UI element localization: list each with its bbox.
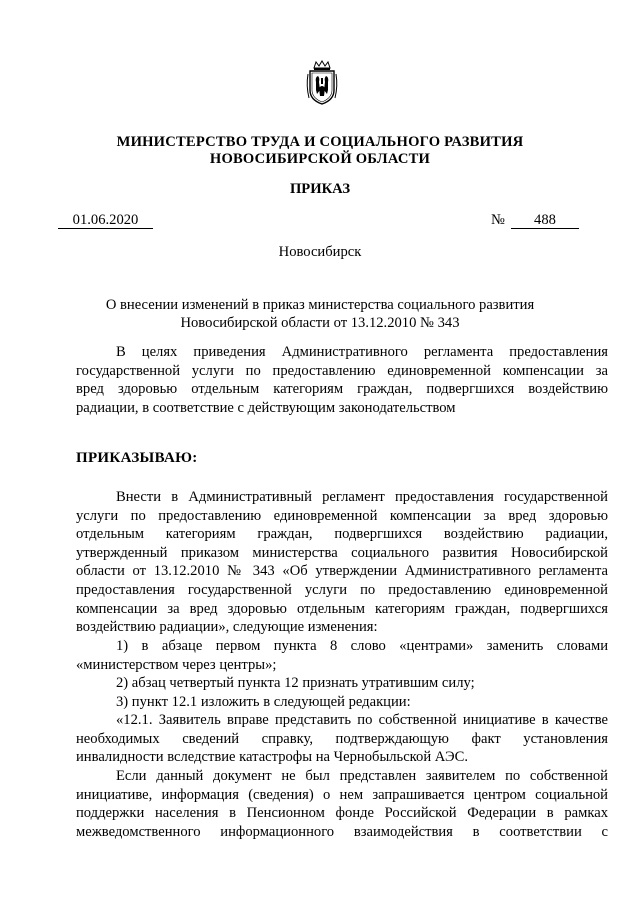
text-line: В целях приведения Административного регламента предоставления <box>116 344 608 360</box>
text-line: вред здоровью отдельным категориям граждан, подвергшихся воздействию <box>76 381 608 398</box>
text-line: Внести в Административный регламент предоставления государственной <box>116 489 608 505</box>
amendment-item-1 <box>76 637 608 674</box>
text-line: воздействию радиации», следующие изменения: <box>76 619 378 636</box>
amendment-item-3 <box>76 693 608 712</box>
subject-line: Новосибирской области от 13.12.2010 № 343 <box>180 315 460 331</box>
text-line: поддержки населения в Пенсионном фонде Российской Федерации в рамках <box>76 805 608 822</box>
order-subject <box>90 296 550 332</box>
city-name: Новосибирск <box>278 244 362 260</box>
order-number-label: № <box>491 212 505 228</box>
order-date: 01.06.2020 <box>58 211 153 229</box>
amendment-item-2 <box>76 674 608 693</box>
text-line: «министерством через центры»; <box>76 656 277 673</box>
preamble-paragraph <box>76 343 608 417</box>
text-line: компенсации за вред здоровью отдельным категориям граждан, подвергшихся <box>76 600 608 617</box>
text-line: услуги по предоставлению единовременной компенсации за вред здоровью <box>76 507 608 524</box>
text-line: государственной услуги по предоставлению единовременной компенсации за <box>76 362 608 379</box>
text-line: предоставления государственной услуги по предоставлению единовременной <box>76 581 608 598</box>
document-type-title: ПРИКАЗ <box>289 181 351 197</box>
text-line: области от 13.12.2010 № 343 «Об утверждении Административного регламента <box>76 563 608 580</box>
text-line: инициативе, информация (сведения) о нем запрашивается центром социальной <box>76 786 608 803</box>
text-line: межведомственного информационного взаимодействия в соответствии с <box>76 823 608 840</box>
text-line: утвержденный приказом министерства социального развития Новосибирской <box>76 544 608 561</box>
subject-line: О внесении изменений в приказ министерства социального развития <box>105 297 535 313</box>
ministry-name-line2: НОВОСИБИРСКОЙ ОБЛАСТИ <box>209 151 431 167</box>
text-line: отдельным категориям граждан, подвергшихся воздействию радиации, <box>76 526 608 543</box>
text-line: «12.1. Заявитель вправе представить по собственной инициативе в качестве <box>116 712 608 728</box>
text-line: 1) в абзаце первом пункта 8 слово «центрами» заменить словами <box>116 638 608 654</box>
order-directive: ПРИКАЗЫВАЮ: <box>76 450 198 466</box>
text-line: радиации, в соответствие с действующим законодательством <box>76 399 456 416</box>
text-line: 3) пункт 12.1 изложить в следующей редакции: <box>116 694 411 710</box>
quoted-clause <box>76 711 608 767</box>
text-line: 2) абзац четвертый пункта 12 признать утратившим силу; <box>116 675 475 691</box>
text-line: необходимых сведений справку, подтверждающую факт установления <box>76 730 608 747</box>
order-number: 488 <box>511 211 579 229</box>
text-line: инвалидности вследствие катастрофы на Чернобыльской АЭС. <box>76 749 468 766</box>
text-line: Если данный документ не был представлен заявителем по собственной <box>116 768 608 784</box>
body-paragraph <box>76 767 608 841</box>
ministry-name-line1: МИНИСТЕРСТВО ТРУДА И СОЦИАЛЬНОГО РАЗВИТИЯ <box>116 134 524 150</box>
body-paragraph <box>76 488 608 637</box>
coat-of-arms-icon <box>303 60 341 106</box>
